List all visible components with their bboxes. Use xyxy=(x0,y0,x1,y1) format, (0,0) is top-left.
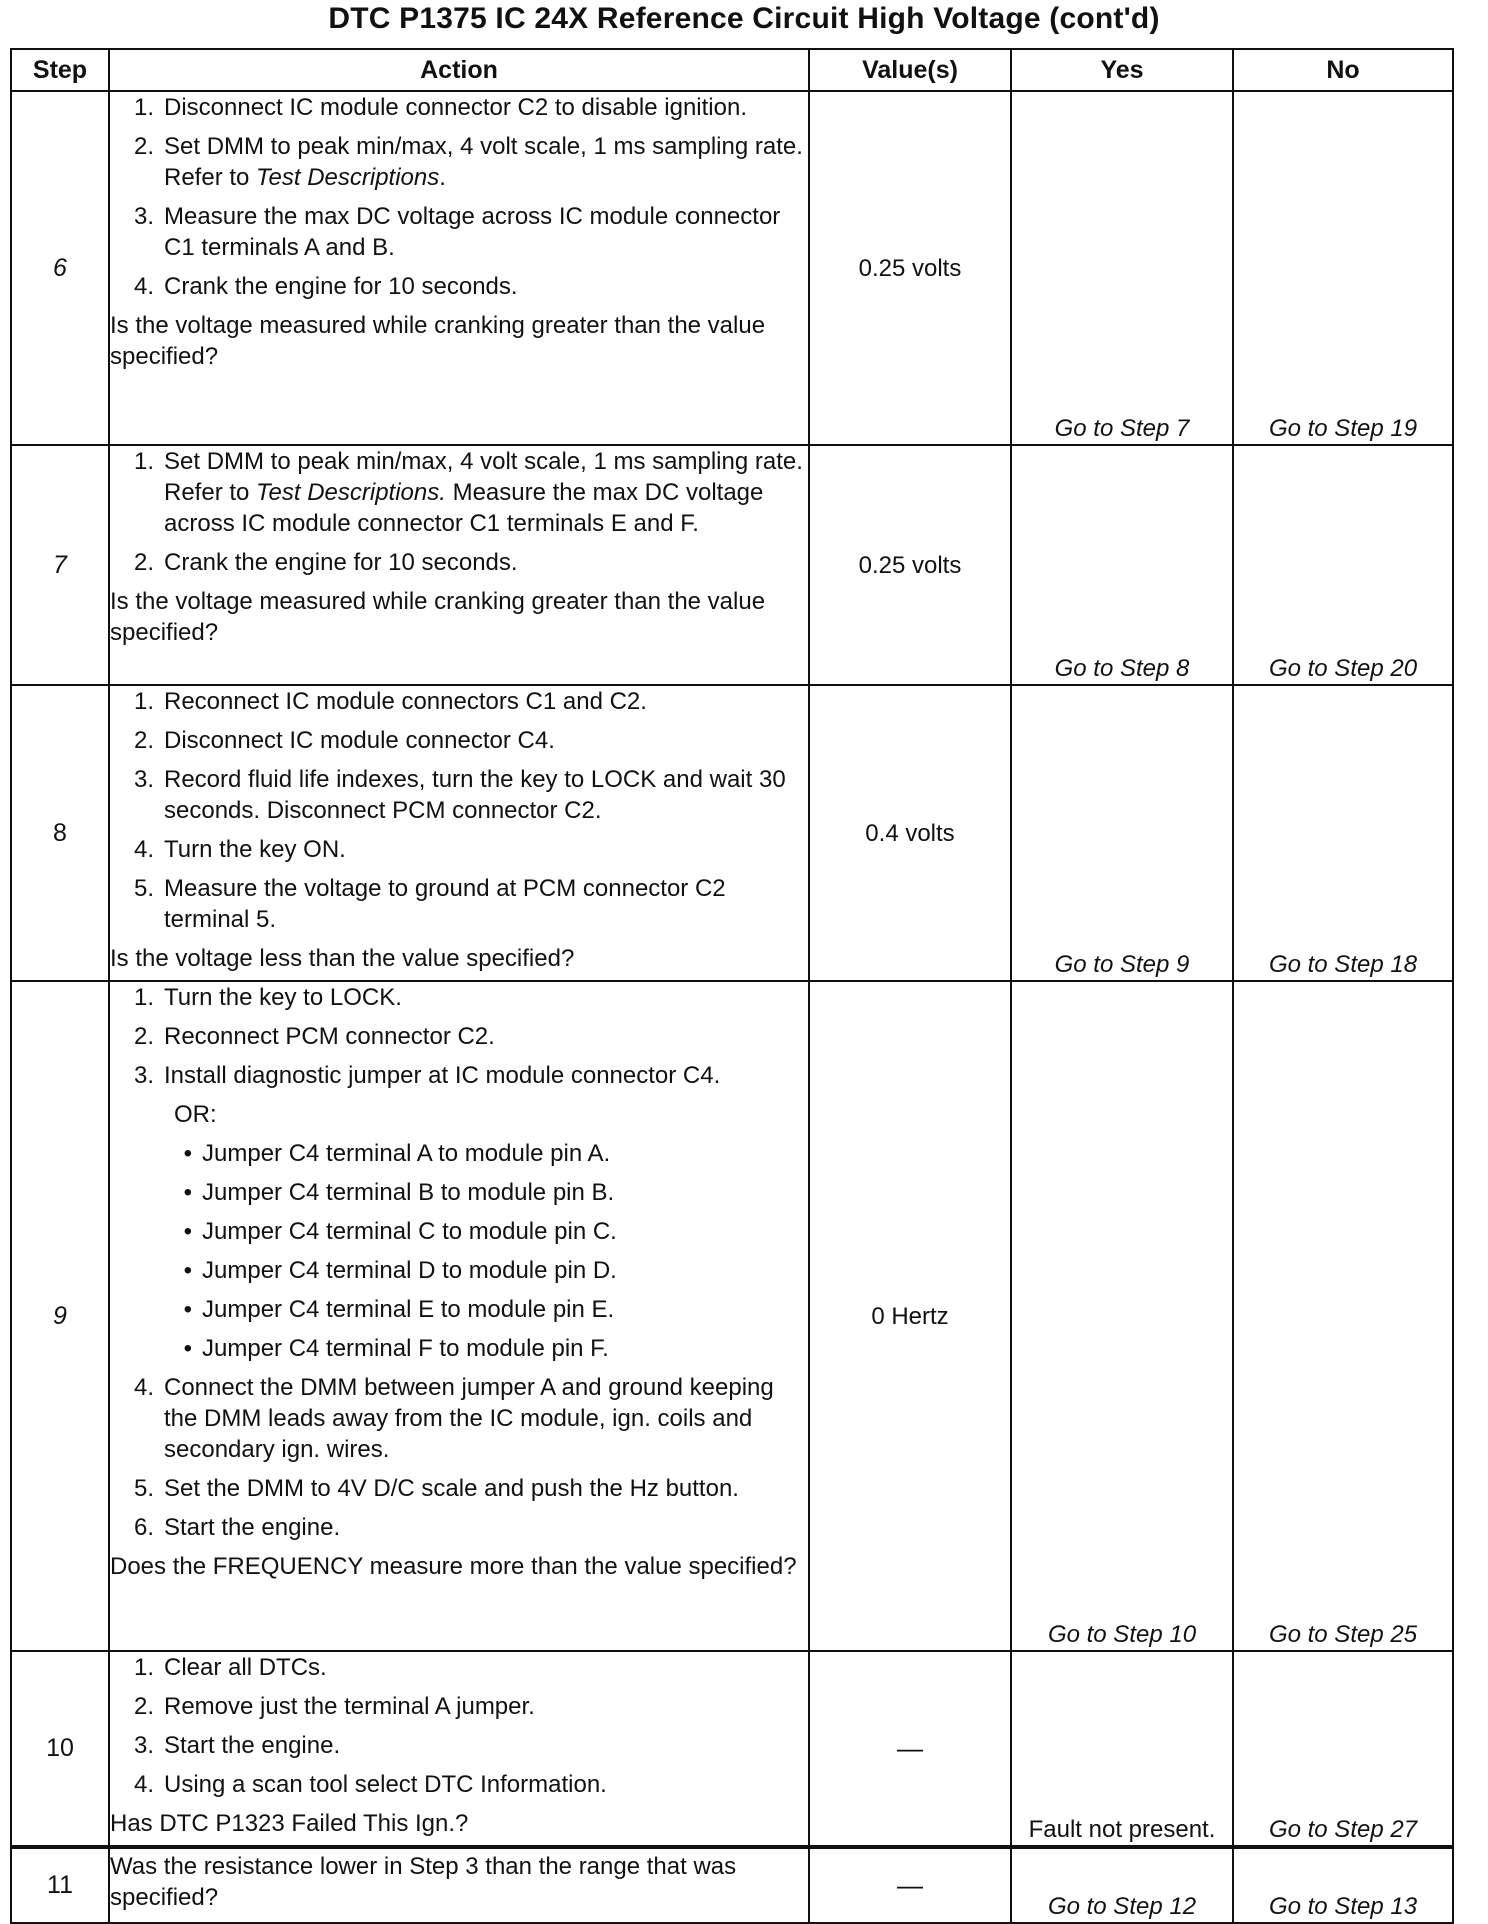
item-text: Turn the key ON. xyxy=(164,836,346,863)
item-number: 2. xyxy=(133,727,154,754)
step-number: 11 xyxy=(11,1847,109,1923)
no-outcome: Go to Step 27 xyxy=(1233,1651,1453,1847)
list-item xyxy=(110,873,808,935)
item-text-tail: Measure the max DC voltage across IC module connector C1 terminals E and F. xyxy=(164,479,764,537)
table-row xyxy=(11,445,1453,685)
table-row xyxy=(11,1651,1453,1847)
header-values: Value(s) xyxy=(809,49,1011,91)
item-text: Jumper C4 terminal C to module pin C. xyxy=(202,1218,617,1245)
item-text xyxy=(164,131,808,193)
item-number: 3. xyxy=(133,766,154,793)
list-item xyxy=(110,1177,808,1208)
item-number: 2. xyxy=(133,133,154,160)
list-item xyxy=(110,1769,808,1800)
item-text: Jumper C4 terminal F to module pin F. xyxy=(202,1335,609,1362)
item-number: 3. xyxy=(133,1732,154,1759)
item-text: Disconnect IC module connector C2 to disable ignition. xyxy=(164,94,747,121)
item-text: Disconnect IC module connector C4. xyxy=(164,727,555,754)
item-text-main: Set DMM to peak min/max, 4 volt scale, 1 ms sampling rate. Refer to xyxy=(164,133,803,191)
action-cell xyxy=(109,1651,809,1847)
no-outcome: Go to Step 13 xyxy=(1233,1847,1453,1923)
question-text: Has DTC P1323 Failed This Ign.? xyxy=(110,1810,469,1837)
reference-link-text: Test Descriptions xyxy=(256,164,440,191)
item-text: Start the engine. xyxy=(164,1732,341,1759)
list-item xyxy=(110,686,808,717)
item-text xyxy=(164,446,808,539)
item-text: Using a scan tool select DTC Information. xyxy=(164,1771,607,1798)
value-cell: 0.25 volts xyxy=(809,91,1011,445)
item-text: Start the engine. xyxy=(164,1514,341,1541)
item-text: Remove just the terminal A jumper. xyxy=(164,1693,535,1720)
no-outcome: Go to Step 18 xyxy=(1233,685,1453,981)
table-row xyxy=(11,1847,1453,1923)
item-number: 3. xyxy=(133,203,154,230)
list-item xyxy=(110,1473,808,1504)
or-label: OR: xyxy=(174,1101,217,1128)
item-text: Clear all DTCs. xyxy=(164,1654,327,1681)
item-text: Record fluid life indexes, turn the key to LOCK and wait 30 seconds. Disconnect PCM connector C2. xyxy=(164,766,786,824)
step-number: 10 xyxy=(11,1651,109,1847)
action-cell xyxy=(109,981,809,1651)
list-item xyxy=(110,1138,808,1169)
item-number: 4. xyxy=(133,273,154,300)
table-row xyxy=(11,981,1453,1651)
table-row xyxy=(11,91,1453,445)
list-item xyxy=(110,1294,808,1325)
item-text: Jumper C4 terminal E to module pin E. xyxy=(202,1296,615,1323)
list-item xyxy=(110,547,808,578)
item-number: 2. xyxy=(133,549,154,576)
list-item xyxy=(110,271,808,302)
list-item xyxy=(110,201,808,263)
no-outcome: Go to Step 25 xyxy=(1233,981,1453,1651)
item-text: Reconnect PCM connector C2. xyxy=(164,1023,495,1050)
bullet-icon: • xyxy=(183,1218,192,1245)
step-number: 7 xyxy=(11,445,109,685)
value-cell: 0 Hertz xyxy=(809,981,1011,1651)
table-header-row xyxy=(11,49,1453,91)
page-title: DTC P1375 IC 24X Reference Circuit High Voltage (cont'd) xyxy=(328,2,1160,35)
list-item xyxy=(110,834,808,865)
step-number: 6 xyxy=(11,91,109,445)
bullet-icon: • xyxy=(183,1257,192,1284)
list-item xyxy=(110,1691,808,1722)
item-number: 2. xyxy=(133,1023,154,1050)
diagnostic-table xyxy=(10,48,1454,1924)
action-list xyxy=(110,92,808,302)
header-action: Action xyxy=(109,49,809,91)
bullet-icon: • xyxy=(183,1335,192,1362)
item-number: 6. xyxy=(133,1514,154,1541)
yes-outcome: Go to Step 7 xyxy=(1011,91,1233,445)
item-text: Install diagnostic jumper at IC module connector C4. xyxy=(164,1062,721,1089)
bullet-icon: • xyxy=(183,1140,192,1167)
header-yes: Yes xyxy=(1011,49,1233,91)
item-text: Turn the key to LOCK. xyxy=(164,984,402,1011)
item-number: 1. xyxy=(133,448,154,475)
no-outcome: Go to Step 19 xyxy=(1233,91,1453,445)
bullet-icon: • xyxy=(183,1179,192,1206)
item-text: Set the DMM to 4V D/C scale and push the Hz button. xyxy=(164,1475,739,1502)
list-item xyxy=(110,1333,808,1364)
list-item xyxy=(110,1255,808,1286)
item-number: 1. xyxy=(133,688,154,715)
list-item xyxy=(110,1216,808,1247)
item-text: Crank the engine for 10 seconds. xyxy=(164,549,518,576)
action-list xyxy=(110,1372,808,1543)
action-cell xyxy=(109,91,809,445)
yes-outcome: Go to Step 8 xyxy=(1011,445,1233,685)
header-no: No xyxy=(1233,49,1453,91)
item-text: Jumper C4 terminal B to module pin B. xyxy=(202,1179,615,1206)
yes-outcome: Go to Step 10 xyxy=(1011,981,1233,1651)
action-cell xyxy=(109,1847,809,1923)
item-text: Measure the voltage to ground at PCM connector C2 terminal 5. xyxy=(164,875,726,933)
item-text: Measure the max DC voltage across IC module connector C1 terminals A and B. xyxy=(164,203,781,261)
question-text: Is the voltage less than the value specified? xyxy=(110,945,575,972)
list-item xyxy=(110,1060,808,1091)
item-number: 5. xyxy=(133,875,154,902)
value-cell: — xyxy=(809,1651,1011,1847)
jumper-bullet-list xyxy=(110,1138,808,1364)
item-text: Connect the DMM between jumper A and ground keeping the DMM leads away from the IC module, ign. coils and secondary ign. wires. xyxy=(164,1374,774,1463)
item-number: 2. xyxy=(133,1693,154,1720)
list-item xyxy=(110,1021,808,1052)
value-cell: 0.4 volts xyxy=(809,685,1011,981)
action-list xyxy=(110,686,808,935)
list-item xyxy=(110,1372,808,1465)
value-cell: — xyxy=(809,1847,1011,1923)
table-row xyxy=(11,685,1453,981)
yes-outcome: Go to Step 9 xyxy=(1011,685,1233,981)
item-number: 1. xyxy=(133,1654,154,1681)
bullet-icon: • xyxy=(183,1296,192,1323)
header-step: Step xyxy=(11,49,109,91)
item-number: 4. xyxy=(133,1771,154,1798)
item-number: 1. xyxy=(133,984,154,1011)
item-text-tail: . xyxy=(439,164,446,191)
yes-outcome: Fault not present. xyxy=(1011,1651,1233,1847)
question-text: Was the resistance lower in Step 3 than the range that was specified? xyxy=(110,1853,737,1911)
step-number: 8 xyxy=(11,685,109,981)
list-item xyxy=(110,1512,808,1543)
action-cell xyxy=(109,445,809,685)
yes-outcome: Go to Step 12 xyxy=(1011,1847,1233,1923)
item-number: 3. xyxy=(133,1062,154,1089)
question-text: Is the voltage measured while cranking greater than the value specified? xyxy=(110,588,766,646)
list-item xyxy=(110,764,808,826)
item-text: Jumper C4 terminal A to module pin A. xyxy=(202,1140,611,1167)
item-number: 5. xyxy=(133,1475,154,1502)
action-list xyxy=(110,446,808,578)
reference-link-text: Test Descriptions. xyxy=(256,479,446,506)
item-text: Crank the engine for 10 seconds. xyxy=(164,273,518,300)
list-item xyxy=(110,131,808,193)
list-item xyxy=(110,1730,808,1761)
list-item xyxy=(110,982,808,1013)
action-cell xyxy=(109,685,809,981)
question-text: Does the FREQUENCY measure more than the value specified? xyxy=(110,1553,797,1580)
item-number: 1. xyxy=(133,94,154,121)
item-text-main: Set DMM to peak min/max, 4 volt scale, 1 ms sampling rate. Refer to xyxy=(164,448,803,506)
list-item xyxy=(110,92,808,123)
item-text: Reconnect IC module connectors C1 and C2. xyxy=(164,688,647,715)
item-number: 4. xyxy=(133,1374,154,1401)
no-outcome: Go to Step 20 xyxy=(1233,445,1453,685)
item-number: 4. xyxy=(133,836,154,863)
question-text: Is the voltage measured while cranking greater than the value specified? xyxy=(110,312,766,370)
list-item xyxy=(110,446,808,539)
step-number: 9 xyxy=(11,981,109,1651)
value-cell: 0.25 volts xyxy=(809,445,1011,685)
item-text: Jumper C4 terminal D to module pin D. xyxy=(202,1257,617,1284)
list-item xyxy=(110,1652,808,1683)
action-list xyxy=(110,1652,808,1800)
list-item xyxy=(110,725,808,756)
action-list xyxy=(110,982,808,1091)
